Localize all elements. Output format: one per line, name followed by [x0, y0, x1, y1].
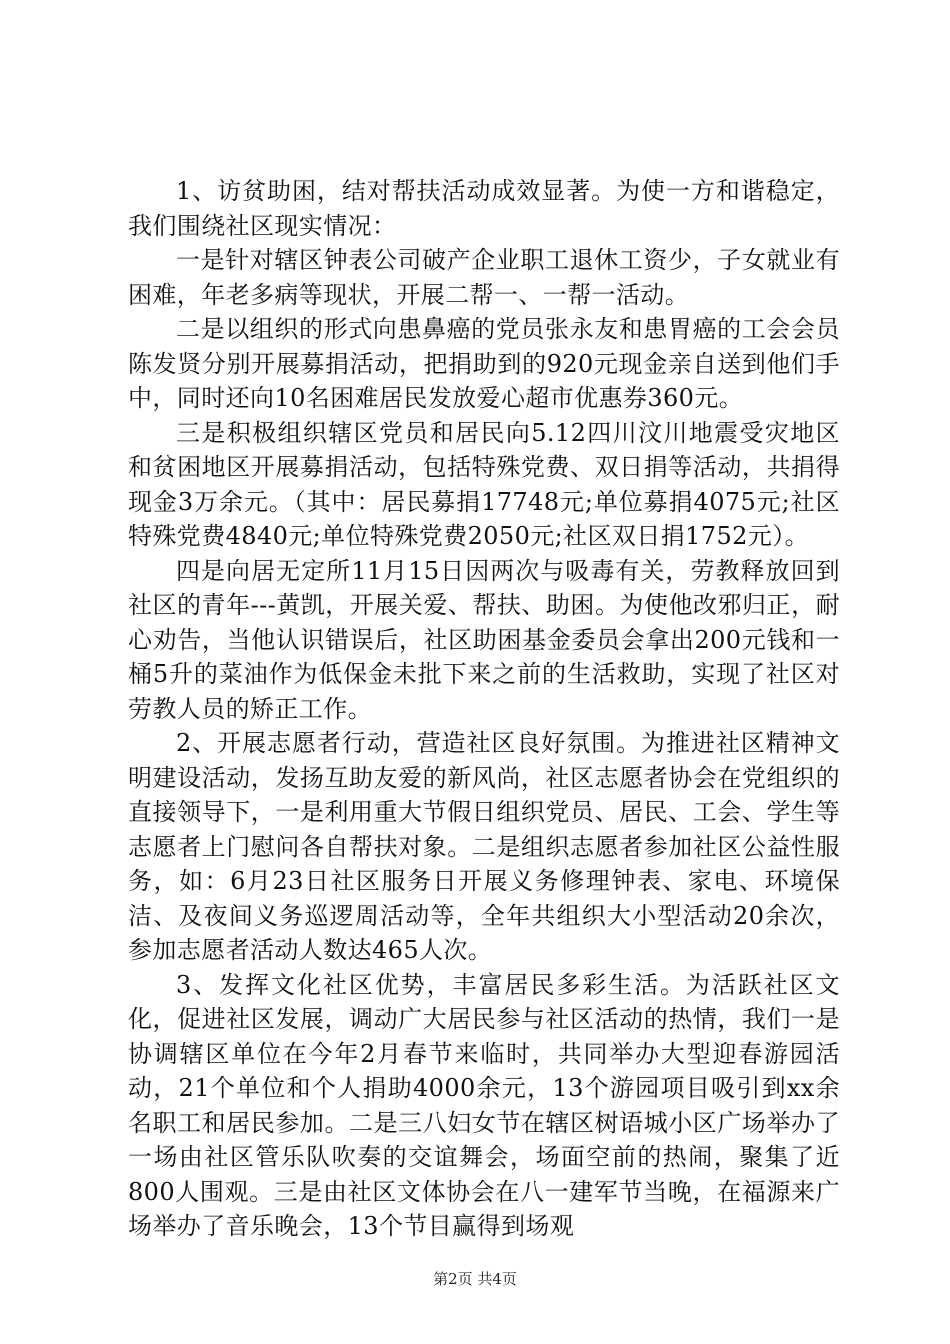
paragraph-2: 一是针对辖区钟表公司破产企业职工退休工资少，子女就业有困难，年老多病等现状，开展二帮一、一帮一活动。: [128, 246, 840, 309]
document-body: [128, 174, 840, 1244]
paragraph-7: 3、发挥文化社区优势，丰富居民多彩生活。为活跃社区文化，促进社区发展，调动广大居民参与社区活动的热情，我们一是协调辖区单位在今年2月春节来临时，共同举办大型迎春游园活动，21个单位和个人捐助4000余元，13个游园项目吸引到xx余名职工和居民参加。二是三八妇女节在辖区树语城小区广场举办了一场由社区管乐队吹奏的交谊舞会，场面空前的热闹，聚集了近800人围观。三是由社区文体协会在八一建军节当晚，在福源来广场举办了音乐晚会，13个节目赢得到场观: [128, 970, 840, 1240]
paragraph-3: 二是以组织的形式向患鼻癌的党员张永友和患胃癌的工会会员陈发贤分别开展募捐活动，把捐助到的920元现金亲自送到他们手中，同时还向10名困难居民发放爱心超市优惠券360元。: [128, 315, 840, 412]
paragraph-4: 三是积极组织辖区党员和居民向5.12四川汶川地震受灾地区和贫困地区开展募捐活动，包括特殊党费、双日捐等活动，共捐得现金3万余元。（其中：居民募捐17748元;单位募捐4075元;社区特殊党费4840元;单位特殊党费2050元;社区双日捐1752元）。: [128, 418, 840, 550]
paragraph-6: 2、开展志愿者行动，营造社区良好氛围。为推进社区精神文明建设活动，发扬互助友爱的新风尚，社区志愿者协会在党组织的直接领导下，一是利用重大节假日组织党员、居民、工会、学生等志愿者上门慰问各自帮扶对象。二是组织志愿者参加社区公益性服务，如：6月23日社区服务日开展义务修理钟表、家电、环境保洁、及夜间义务巡逻周活动等，全年共组织大小型活动20余次，参加志愿者活动人数达465人次。: [128, 729, 840, 964]
paragraph-5: 四是向居无定所11月15日因两次与吸毒有关，劳教释放回到社区的青年---黄凯，开展关爱、帮扶、助困。为使他改邪归正，耐心劝告，当他认识错误后，社区助困基金委员会拿出200元钱和一桶5升的菜油作为低保金未批下来之前的生活救助，实现了社区对劳教人员的矫正工作。: [128, 556, 840, 723]
page-number-footer: 第2页 共4页: [433, 1270, 517, 1288]
paragraph-1: 1、访贫助困，结对帮扶活动成效显著。为使一方和谐稳定，我们围绕社区现实情况：: [128, 177, 840, 240]
